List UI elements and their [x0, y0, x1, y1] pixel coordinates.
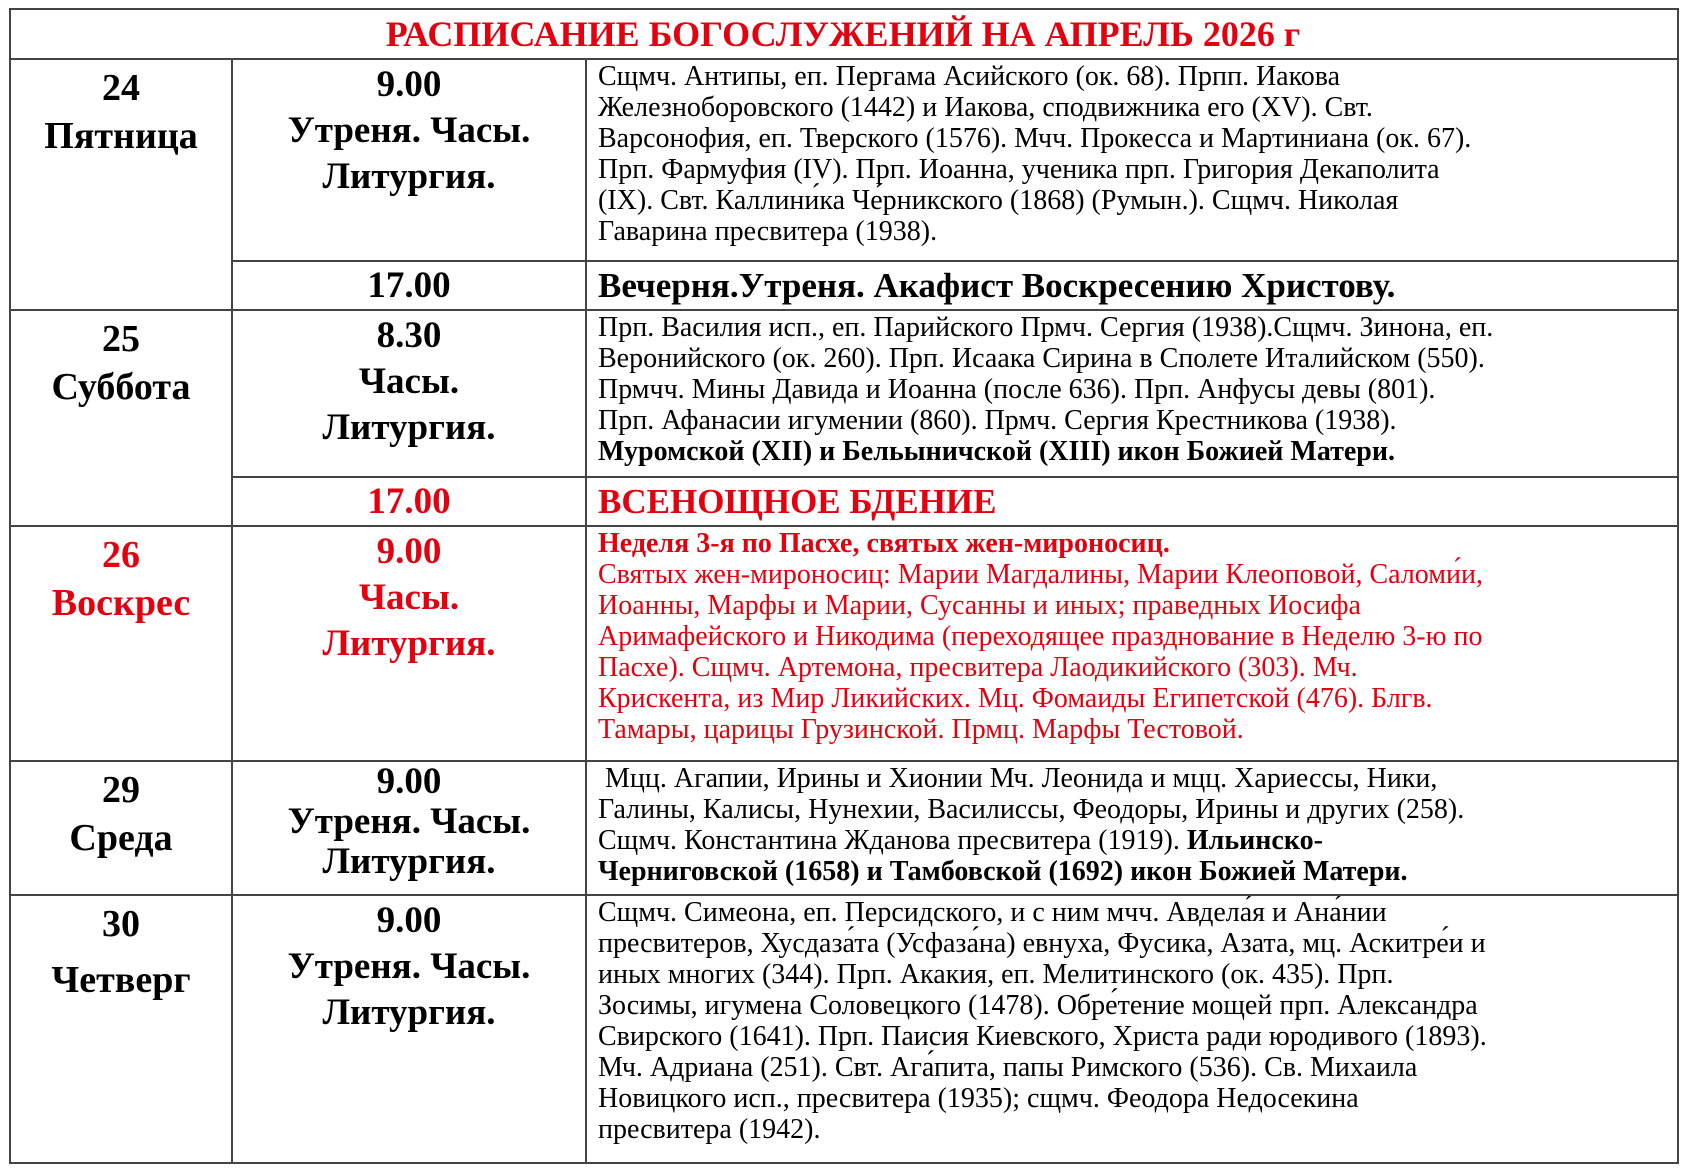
service-name: Литургия.: [322, 841, 496, 882]
saints-description: [587, 311, 1675, 476]
description-text: Прп. Фармуфия (IV). Прп. Иоанна, ученика прп. Григория Декаполита: [598, 154, 1440, 185]
table-border-top: [9, 8, 1679, 10]
description-line: [598, 436, 1669, 467]
service-time: 9.00: [376, 531, 442, 572]
service-name: Литургия.: [322, 407, 496, 448]
row-divider: [231, 260, 1679, 262]
day-weekday: Четверг: [51, 959, 191, 1001]
description-text: Мцц. Агапии, Ирины и Хионии Мч. Леонида и мцц. Хариессы, Ники,: [598, 763, 1438, 794]
day-cell-24: [11, 60, 231, 309]
schedule-title: РАСПИСАНИЕ БОГОСЛУЖЕНИЙ НА АПРЕЛЬ 2026 г: [385, 13, 1301, 54]
service-name: Часы.: [358, 361, 460, 402]
day-date: 29: [102, 769, 140, 811]
description-text: Прп. Афанасии игумении (860). Прмч. Сергия Крестникова (1938).: [598, 405, 1397, 436]
service-time: 8.30: [376, 315, 442, 356]
table-border-bottom: [9, 1162, 1679, 1164]
description-line: [598, 928, 1669, 959]
description-line: [598, 216, 1669, 247]
saints-description: [587, 896, 1675, 1162]
schedule-title-cell: [9, 9, 1677, 58]
description-text: иных многих (344). Прп. Акакия, еп. Мелитинского (ок. 435). Прп.: [598, 959, 1394, 990]
description-text: Крискента, из Мир Ликийских. Мц. Фомаиды Египетской (476). Блгв.: [598, 683, 1433, 714]
time-cell: [233, 311, 585, 476]
description-text-bold: Муромской (XII) и Бельыничской (XIII) икон Божией Матери.: [598, 436, 1395, 467]
time-cell: [233, 896, 585, 1162]
vigil-description: [587, 478, 1675, 525]
description-line: [598, 714, 1669, 745]
description-line: [598, 92, 1669, 123]
description-line: [598, 897, 1669, 928]
description-line: [598, 856, 1669, 887]
description-line: [598, 1021, 1669, 1052]
column-divider: [231, 58, 233, 1164]
day-cell-29: [11, 762, 231, 894]
column-divider: [585, 58, 587, 1164]
description-text: Гаварина пресвитера (1938).: [598, 216, 938, 247]
service-name: Литургия.: [322, 623, 496, 664]
description-line: [598, 1114, 1669, 1145]
time-cell: [233, 762, 585, 894]
table-border-left: [9, 8, 11, 1164]
service-name: Литургия.: [322, 992, 496, 1033]
description-line: [598, 683, 1669, 714]
service-name: Часы.: [358, 577, 460, 618]
description-text: Прмчч. Мины Давида и Иоанна (после 636). Прп. Анфусы девы (801).: [598, 374, 1436, 405]
description-line: [598, 559, 1669, 590]
description-text-bold: Неделя 3-я по Пасхе, святых жен-мироносиц.: [598, 528, 1170, 559]
saints-description: [587, 60, 1675, 260]
description-line: [598, 405, 1669, 436]
time-cell: [233, 527, 585, 760]
description-line: [598, 482, 996, 522]
description-text: Веронийского (ок. 260). Прп. Исаака Сирина в Сполете Италийском (550).: [598, 343, 1485, 374]
description-line: [598, 959, 1669, 990]
description-line: [598, 266, 1395, 306]
description-text: Сщмч. Симеона, еп. Персидского, и с ним мчч. Авдела́я и Ана́нии: [598, 897, 1387, 928]
evening-service-description: [587, 262, 1675, 309]
service-time: 9.00: [376, 900, 442, 941]
day-date: 24: [102, 67, 140, 109]
description-text-bold: Черниговской (1658) и Тамбовской (1692) икон Божией Матери.: [598, 856, 1408, 887]
day-weekday: Суббота: [51, 366, 191, 408]
day-weekday: Воскрес: [51, 582, 191, 624]
service-name: Утреня. Часы.: [287, 110, 531, 151]
description-line: [598, 374, 1669, 405]
description-line: [598, 1052, 1669, 1083]
row-divider: [9, 58, 1679, 60]
description-line: [598, 825, 1669, 856]
description-text: Пасхе). Сщмч. Артемона, пресвитера Лаодикийского (303). Мч.: [598, 652, 1358, 683]
service-time: 9.00: [376, 762, 442, 802]
description-text: (IX). Свт. Каллини́ка Че́рникского (1868) (Румын.). Сщмч. Николая: [598, 185, 1399, 216]
day-weekday: Среда: [69, 817, 173, 859]
time-cell: [233, 60, 585, 260]
description-line: [598, 528, 1669, 559]
description-line: [598, 621, 1669, 652]
description-text: пресвитера (1942).: [598, 1114, 821, 1145]
description-text: Новицкого исп., пресвитера (1935); сщмч. Феодора Недосекина: [598, 1083, 1359, 1114]
description-text: Мч. Адриана (251). Свт. Ага́пита, папы Римского (536). Св. Михаила: [598, 1052, 1418, 1083]
saints-description: [587, 762, 1675, 894]
description-text: Святых жен-мироносиц: Марии Магдалины, Марии Клеоповой, Саломи́и,: [598, 559, 1483, 590]
description-line: [598, 312, 1669, 343]
description-text: Зосимы, игумена Соловецкого (1478). Обре́тение мощей прп. Александра: [598, 990, 1478, 1021]
description-line: [598, 590, 1669, 621]
description-text: Прп. Василия исп., еп. Парийского Прмч. Сергия (1938).Сщмч. Зинона, еп.: [598, 312, 1494, 343]
row-divider: [9, 760, 1679, 762]
description-text: Галины, Калисы, Нунехии, Василиссы, Феодоры, Ирины и других (258).: [598, 794, 1465, 825]
service-time: 17.00: [367, 480, 451, 522]
time-cell: [233, 478, 585, 525]
description-text: Вечерня.Утреня. Акафист Воскресению Христову.: [598, 265, 1396, 305]
description-text: пресвитеров, Хусдаза́та (Усфаза́на) евнуха, Фусика, Азата, мц. Аскитре́и и: [598, 928, 1486, 959]
description-text: Сщмч. Константина Жданова пресвитера (1919).: [598, 825, 1187, 856]
description-line: [598, 794, 1669, 825]
saints-description: [587, 527, 1675, 760]
row-divider: [9, 525, 1679, 527]
service-name: Литургия.: [322, 156, 496, 197]
description-text: Тамары, царицы Грузинской. Прмц. Марфы Тестовой.: [598, 714, 1244, 745]
row-divider: [231, 476, 1679, 478]
description-text-bold: Ильинско-: [1186, 825, 1323, 856]
description-text: Сщмч. Антипы, еп. Пергама Асийского (ок. 68). Прпп. Иакова: [598, 61, 1341, 92]
description-line: [598, 123, 1669, 154]
description-line: [598, 763, 1669, 794]
description-text: Варсонофия, еп. Тверского (1576). Мчч. Прокесса и Мартиниана (ок. 67).: [598, 123, 1472, 154]
day-date: 30: [102, 903, 140, 945]
service-time: 17.00: [367, 264, 451, 306]
row-divider: [9, 894, 1679, 896]
description-line: [598, 185, 1669, 216]
day-cell-26: [11, 527, 231, 760]
service-time: 9.00: [376, 64, 442, 105]
day-date: 26: [102, 534, 140, 576]
description-line: [598, 652, 1669, 683]
service-name: Утреня. Часы.: [287, 801, 531, 842]
table-border-right: [1677, 8, 1679, 1164]
description-line: [598, 1083, 1669, 1114]
description-text: Свирского (1641). Прп. Паисия Киевского, Христа ради юродивого (1893).: [598, 1021, 1487, 1052]
service-name: Утреня. Часы.: [287, 946, 531, 987]
day-cell-30: [11, 896, 231, 1162]
description-line: [598, 154, 1669, 185]
description-text: ВСЕНОЩНОЕ БДЕНИЕ: [598, 481, 997, 521]
description-text: Иоанны, Марфы и Марии, Сусанны и иных; праведных Иосифа: [598, 590, 1361, 621]
row-divider: [9, 309, 1679, 311]
day-weekday: Пятница: [44, 115, 198, 157]
description-text: Железноборовского (1442) и Иакова, сподвижника его (XV). Свт.: [598, 92, 1373, 123]
description-line: [598, 990, 1669, 1021]
day-cell-25: [11, 311, 231, 525]
description-line: [598, 343, 1669, 374]
description-text: Аримафейского и Никодима (переходящее празднование в Неделю 3-ю по: [598, 621, 1483, 652]
description-line: [598, 61, 1669, 92]
day-date: 25: [102, 318, 140, 360]
time-cell: [233, 262, 585, 309]
